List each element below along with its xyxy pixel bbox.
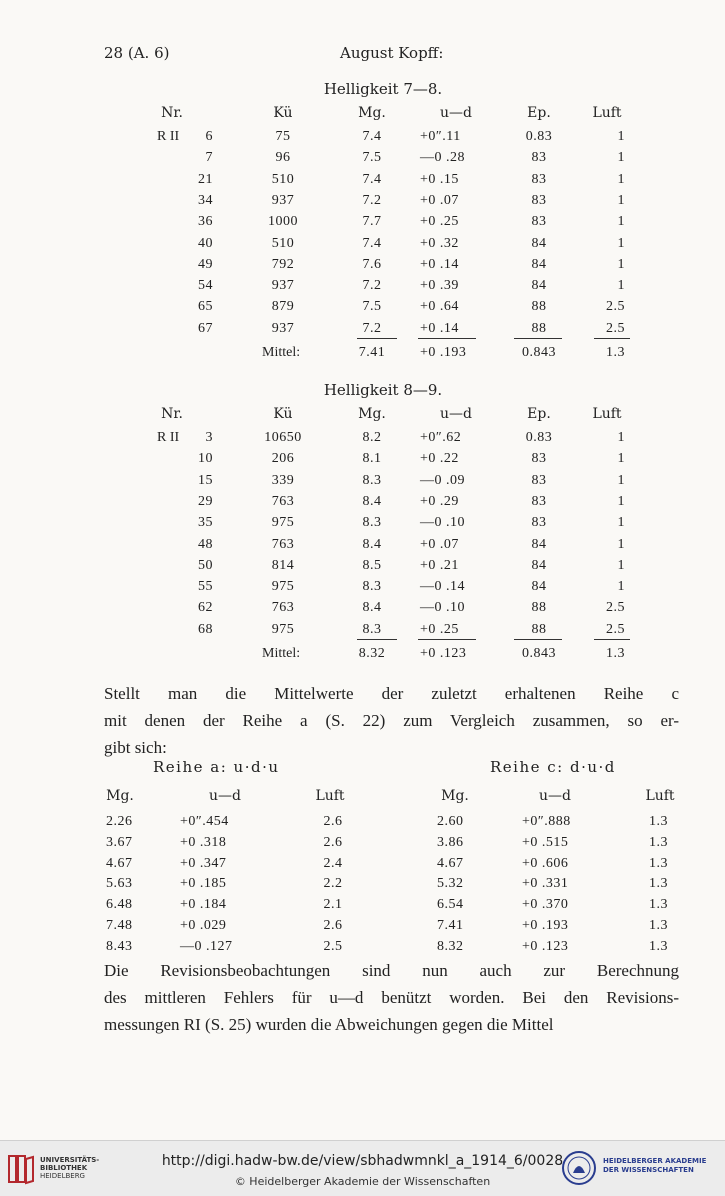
table-cell: 84 — [531, 256, 547, 272]
sum-rule — [514, 338, 562, 339]
table-cell: 88 — [531, 299, 547, 315]
sum-rule — [594, 338, 630, 339]
table-cell: 2.6 — [323, 814, 343, 829]
table-cell: 2.26 — [106, 814, 133, 829]
table-cell: 7.6 — [362, 256, 382, 272]
table-cell: 4.67 — [437, 855, 464, 871]
mean-cell: +0 .123 — [420, 646, 467, 661]
table-cell: 88 — [531, 600, 547, 616]
table-cell: 1.3 — [649, 876, 668, 892]
table-cell: 3.67 — [106, 834, 133, 850]
mean-cell: 1.3 — [606, 646, 625, 661]
table-cell: 0.83 — [525, 129, 553, 144]
left-series-title: Reihe a: u·d·u — [153, 758, 280, 776]
sum-rule — [514, 639, 562, 640]
column-header: Mg. — [106, 788, 134, 804]
table-cell: 763 — [271, 493, 295, 509]
table-cell: 1 — [617, 192, 625, 208]
table-cell: 7 — [205, 150, 213, 166]
table-cell: 2.5 — [606, 621, 625, 637]
table-cell: 3.86 — [437, 834, 464, 850]
table-cell: 1 — [617, 171, 625, 187]
series-label: R II — [157, 129, 180, 144]
table-cell: +0″.62 — [420, 430, 462, 445]
table-cell: 7.2 — [362, 278, 382, 294]
university-library-name: UNIVERSITÄTS- BIBLIOTHEK HEIDELBERG — [40, 1156, 100, 1180]
academy-seal-icon — [562, 1149, 596, 1187]
table-cell: 7.5 — [362, 299, 382, 315]
table-cell: 62 — [198, 600, 213, 616]
table-cell: 10650 — [264, 430, 302, 445]
table-cell: 84 — [531, 579, 547, 595]
mean-cell: 8.32 — [358, 646, 386, 661]
table-cell: +0 .123 — [522, 938, 569, 954]
table-cell: 1 — [617, 579, 625, 595]
column-header: Nr. — [161, 406, 183, 422]
paragraph-comparison-intro — [104, 680, 679, 761]
table-cell: 2.5 — [606, 299, 625, 315]
table-cell: 763 — [271, 536, 295, 552]
table-cell: +0 .515 — [522, 834, 569, 850]
table-cell: 83 — [531, 214, 547, 230]
mean-cell: 0.843 — [522, 646, 556, 661]
table-cell: 15 — [198, 472, 213, 488]
table-cell: 7.2 — [362, 192, 382, 208]
text-line: mit denen der Reihe a (S. 22) zum Vergleich zusammen, so er- — [104, 711, 679, 730]
column-header: Nr. — [161, 105, 183, 121]
table-cell: +0 .14 — [420, 256, 459, 272]
table-cell: 1.3 — [649, 834, 668, 850]
table-cell: 54 — [198, 278, 213, 294]
table-cell: 83 — [531, 472, 547, 488]
table-cell: 5.32 — [437, 876, 464, 892]
table-cell: 1 — [617, 472, 625, 488]
table-cell: —0 .127 — [180, 938, 233, 954]
paragraph-revision — [104, 957, 679, 1038]
table-cell: +0 .193 — [522, 918, 569, 933]
column-header: Luft — [592, 406, 622, 422]
table-cell: 8.3 — [362, 515, 382, 531]
table-cell: 1.3 — [649, 938, 668, 954]
series-label: R II — [157, 430, 180, 445]
column-header: Luft — [645, 788, 675, 804]
table-title: Helligkeit 7—8. — [323, 80, 443, 98]
table-cell: 55 — [198, 579, 213, 595]
table-cell: +0 .25 — [420, 214, 459, 230]
table-cell: 6 — [205, 129, 213, 144]
table-cell: +0 .370 — [522, 897, 569, 913]
table-cell: 792 — [271, 256, 295, 272]
table-cell: 206 — [271, 451, 295, 467]
table-cell: +0″.888 — [522, 814, 571, 829]
table-cell: 2.1 — [323, 897, 343, 913]
table-cell: 7.4 — [362, 129, 382, 144]
table-cell: 84 — [531, 235, 547, 251]
table-cell: 1 — [617, 451, 625, 467]
table-cell: 83 — [531, 451, 547, 467]
table-cell: 48 — [198, 536, 213, 552]
sum-rule — [594, 639, 630, 640]
table-cell: 88 — [531, 320, 547, 336]
table-cell: —0 .28 — [420, 150, 465, 166]
table-cell: +0 .184 — [180, 897, 227, 913]
text-line: messungen RI (S. 25) wurden die Abweichungen gegen die Mittel — [104, 1015, 554, 1034]
table-cell: 83 — [531, 171, 547, 187]
page-number: 28 (A. 6) — [104, 44, 170, 62]
table-cell: +0 .22 — [420, 451, 459, 467]
table-cell: +0 .29 — [420, 493, 459, 509]
table-cell: 0.83 — [525, 430, 553, 445]
table-cell: 1 — [617, 493, 625, 509]
table-cell: 1 — [617, 430, 625, 445]
column-header: Ep. — [527, 406, 551, 422]
table-cell: +0″.454 — [180, 814, 229, 829]
table-cell: 8.1 — [362, 451, 382, 467]
table-cell: 7.41 — [437, 918, 464, 933]
table-cell: 34 — [198, 192, 213, 208]
mean-label: Mittel: — [262, 345, 301, 360]
table-cell: 29 — [198, 493, 213, 509]
table-cell: 937 — [271, 320, 295, 336]
table-cell: +0 .21 — [420, 557, 459, 573]
column-header: Ep. — [527, 105, 551, 121]
table-cell: 1 — [617, 256, 625, 272]
table-cell: 975 — [271, 515, 295, 531]
table-cell: 7.48 — [106, 918, 133, 933]
column-header: Luft — [592, 105, 622, 121]
table-cell: +0 .606 — [522, 855, 569, 871]
table-cell: 2.6 — [323, 834, 343, 850]
table-cell: 937 — [271, 278, 295, 294]
table-cell: 75 — [275, 129, 291, 144]
table-cell: +0 .64 — [420, 299, 459, 315]
table-cell: 3 — [205, 430, 213, 445]
table-cell: 67 — [198, 320, 213, 336]
table-cell: 1.3 — [649, 918, 668, 933]
table-cell: 763 — [271, 600, 295, 616]
table-cell: 2.6 — [323, 918, 343, 933]
table-cell: 1 — [617, 129, 625, 144]
table-cell: +0 .029 — [180, 918, 227, 933]
table-cell: 814 — [271, 557, 295, 573]
sum-rule — [418, 639, 476, 640]
table-cell: 1 — [617, 536, 625, 552]
table-cell: 2.2 — [323, 876, 343, 892]
table-cell: 8.4 — [362, 536, 382, 552]
table-cell: 10 — [198, 451, 213, 467]
table-cell: 4.67 — [106, 855, 133, 871]
table-cell: 2.5 — [323, 938, 343, 954]
table-cell: 83 — [531, 493, 547, 509]
table-cell: 1 — [617, 150, 625, 166]
table-cell: 1 — [617, 278, 625, 294]
column-header: u—d — [440, 406, 472, 422]
table-cell: 6.48 — [106, 897, 133, 913]
table-cell: 2.4 — [323, 855, 343, 871]
column-header: Mg. — [441, 788, 469, 804]
table-cell: 35 — [198, 515, 213, 531]
table-cell: 83 — [531, 192, 547, 208]
table-cell: 8.43 — [106, 938, 133, 954]
column-header: u—d — [539, 788, 571, 804]
table-cell: 2.5 — [606, 320, 625, 336]
column-header: u—d — [209, 788, 241, 804]
text-line: des mittleren Fehlers für u—d benützt worden. Bei den Revisions- — [104, 988, 679, 1007]
table-cell: +0 .185 — [180, 876, 227, 892]
table-cell: 510 — [271, 235, 295, 251]
copyright-notice: © Heidelberger Akademie der Wissenschaften — [234, 1175, 491, 1188]
table-cell: 8.3 — [362, 621, 382, 637]
table-cell: 83 — [531, 150, 547, 166]
table-cell: 83 — [531, 515, 547, 531]
table-cell: 510 — [271, 171, 295, 187]
column-header: Luft — [315, 788, 345, 804]
table-cell: 7.4 — [362, 171, 382, 187]
table-cell: 7.5 — [362, 150, 382, 166]
table-cell: 2.5 — [606, 600, 625, 616]
table-cell: 8.3 — [362, 472, 382, 488]
table-cell: +0 .32 — [420, 235, 459, 251]
mean-cell: +0 .193 — [420, 345, 467, 360]
column-header: Mg. — [358, 105, 386, 121]
table-cell: 5.63 — [106, 876, 133, 892]
table-cell: 8.4 — [362, 493, 382, 509]
running-head: August Kopff: — [340, 44, 444, 62]
table-cell: +0 .347 — [180, 855, 227, 871]
column-header: u—d — [440, 105, 472, 121]
table-cell: +0 .07 — [420, 536, 459, 552]
table-cell: 65 — [198, 299, 213, 315]
table-cell: +0 .14 — [420, 320, 459, 336]
table-cell: 88 — [531, 621, 547, 637]
table-cell: 937 — [271, 192, 295, 208]
mean-cell: 1.3 — [606, 345, 625, 360]
table-cell: 1 — [617, 214, 625, 230]
table-cell: 8.32 — [437, 938, 464, 954]
table-cell: 1 — [617, 515, 625, 531]
table-cell: —0 .14 — [420, 579, 465, 595]
table-cell: +0 .331 — [522, 876, 569, 892]
table-cell: 84 — [531, 557, 547, 573]
table-cell: 96 — [275, 150, 291, 166]
table-cell: 1 — [617, 235, 625, 251]
table-cell: 2.60 — [437, 814, 464, 829]
table-cell: 7.2 — [362, 320, 382, 336]
table-cell: 1.3 — [649, 814, 668, 829]
text-line: gibt sich: — [104, 738, 167, 757]
table-cell: +0 .39 — [420, 278, 459, 294]
table-cell: 21 — [198, 171, 213, 187]
academy-name: HEIDELBERGER AKADEMIE DER WISSENSCHAFTEN — [603, 1157, 707, 1174]
table-cell: 1 — [617, 557, 625, 573]
mean-cell: 7.41 — [358, 345, 386, 360]
table-cell: +0″.11 — [420, 129, 461, 144]
table-cell: 84 — [531, 536, 547, 552]
table-cell: 975 — [271, 579, 295, 595]
sum-rule — [357, 338, 397, 339]
text-line: Stellt man die Mittelwerte der zuletzt erhaltenen Reihe c — [104, 684, 679, 703]
column-header: Mg. — [358, 406, 386, 422]
table-cell: 40 — [198, 235, 213, 251]
table-cell: 8.4 — [362, 600, 382, 616]
table-cell: 1.3 — [649, 855, 668, 871]
table-cell: 8.2 — [362, 430, 382, 445]
mean-cell: 0.843 — [522, 345, 556, 360]
table-cell: 50 — [198, 557, 213, 573]
table-cell: —0 .10 — [420, 600, 465, 616]
table-cell: 84 — [531, 278, 547, 294]
sum-rule — [418, 338, 476, 339]
sum-rule — [357, 639, 397, 640]
table-cell: 6.54 — [437, 897, 464, 913]
table-cell: 1000 — [268, 214, 298, 230]
table-cell: 49 — [198, 256, 213, 272]
table-title: Helligkeit 8—9. — [323, 381, 443, 399]
table-cell: 1.3 — [649, 897, 668, 913]
table-cell: 975 — [271, 621, 295, 637]
table-cell: 8.3 — [362, 579, 382, 595]
right-series-title: Reihe c: d·u·d — [490, 758, 616, 776]
footer-bar — [0, 1140, 725, 1196]
table-cell: 8.5 — [362, 557, 382, 573]
table-cell: —0 .10 — [420, 515, 465, 531]
table-cell: —0 .09 — [420, 472, 465, 488]
source-url-link[interactable]: http://digi.hadw-bw.de/view/sbhadwmnkl_a_1914_6/0028 — [161, 1153, 564, 1169]
column-header: Kü — [273, 105, 293, 121]
mean-label: Mittel: — [262, 646, 301, 661]
table-cell: 36 — [198, 214, 213, 230]
text-line: Die Revisionsbeobachtungen sind nun auch zur Berechnung — [104, 961, 679, 980]
table-cell: 339 — [271, 472, 295, 488]
table-cell: +0 .15 — [420, 171, 459, 187]
table-cell: +0 .318 — [180, 834, 227, 850]
table-cell: 879 — [271, 299, 295, 315]
table-cell: 7.7 — [362, 214, 382, 230]
table-cell: +0 .25 — [420, 621, 459, 637]
table-cell: 68 — [198, 621, 213, 637]
table-cell: 7.4 — [362, 235, 382, 251]
table-cell: +0 .07 — [420, 192, 459, 208]
column-header: Kü — [273, 406, 293, 422]
